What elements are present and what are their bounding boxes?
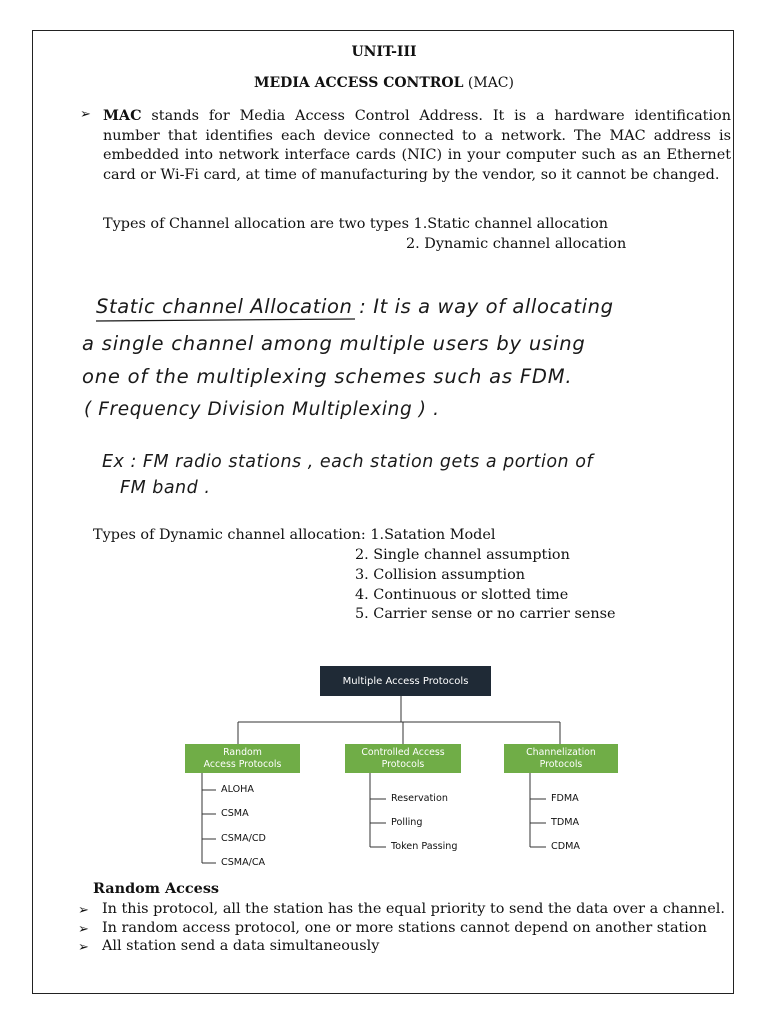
list-item [78,901,738,920]
section-title [0,75,768,91]
leaf-cdma: CDMA [551,841,580,852]
controlled-access-label-line-1: Controlled Access [361,746,445,758]
handwritten-notes [80,283,720,503]
dynamic-item: 3. Collision assumption [355,567,526,583]
handwritten-line-6: FM band . [120,478,211,498]
list-item [78,920,738,939]
arrow-bullet-icon: ➢ [78,903,89,918]
random-access-protocols-box [185,744,300,773]
leaf-reservation: Reservation [391,793,448,804]
dynamic-item: 5. Carrier sense or no carrier sense [355,606,616,622]
unit-heading: UNIT-III [351,44,417,60]
leaf-token-passing: Token Passing [391,841,458,852]
root-protocols-box: Multiple Access Protocols [320,666,491,696]
section-title-suffix: (MAC) [463,75,514,91]
handwritten-line-3: one of the multiplexing schemes such as FDM. [82,365,573,388]
dynamic-item: 2. Single channel assumption [355,547,570,563]
leaf-tdma: TDMA [551,817,580,828]
dynamic-types-line: Types of Dynamic channel allocation: 1.Satation Model [93,527,496,543]
handwritten-line-2: a single channel among multiple users by using [82,332,586,355]
random-access-heading: Random Access [93,880,220,897]
channel-types-line-1: Types of Channel allocation are two types 1.Static channel allocation [103,216,609,232]
multiple-access-diagram [180,662,640,872]
dynamic-item: 4. Continuous or slotted time [355,587,569,603]
mac-term: MAC [103,107,142,124]
channelization-label-line-2: Protocols [539,758,583,770]
handwritten-line-1: Static channel Allocation : It is a way of allocating [96,295,614,318]
random-access-label-line-2: Access Protocols [203,758,282,770]
handwritten-underline [96,319,355,321]
section-title-bold: MEDIA ACCESS CONTROL [254,75,464,91]
leaf-polling: Polling [391,817,423,828]
mac-definition-paragraph [103,106,731,185]
list-item [78,938,738,957]
leaf-csma: CSMA [221,808,249,819]
leaf-csma-ca: CSMA/CA [221,857,266,868]
random-access-label-line-1: Random [223,746,262,758]
handwritten-line-4: ( Frequency Division Multiplexing ) . [84,399,440,420]
leaf-csma-cd: CSMA/CD [221,833,266,844]
mac-definition-text: stands for Media Access Control Address. It is a hardware identification number that identifies each device connected to a network. The MAC address is embedded into network interface cards (NIC) in your computer such as an Ethernet card or Wi-Fi card, at time of manufacturing by the vendor, so it cannot be changed. [103,108,731,183]
leaf-aloha: ALOHA [221,784,254,795]
list-item-text: In this protocol, all the station has the equal priority to send the data over a channel. [102,901,725,917]
random-access-list [78,901,738,957]
list-item-text: All station send a data simultaneously [102,938,380,954]
arrow-bullet-icon: ➢ [80,107,91,122]
handwritten-line-5: Ex : FM radio stations , each station gets a portion of [102,452,594,472]
controlled-access-label-line-2: Protocols [381,758,425,770]
arrow-bullet-icon: ➢ [78,921,89,937]
channel-types-line-2: 2. Dynamic channel allocation [406,236,627,252]
controlled-access-protocols-box [345,744,461,773]
list-item-text: In random access protocol, one or more stations cannot depend on another station [102,919,707,936]
arrow-bullet-icon: ➢ [78,940,89,955]
leaf-fdma: FDMA [551,793,579,804]
channelization-protocols-box [504,744,618,773]
channelization-label-line-1: Channelization [526,746,596,758]
